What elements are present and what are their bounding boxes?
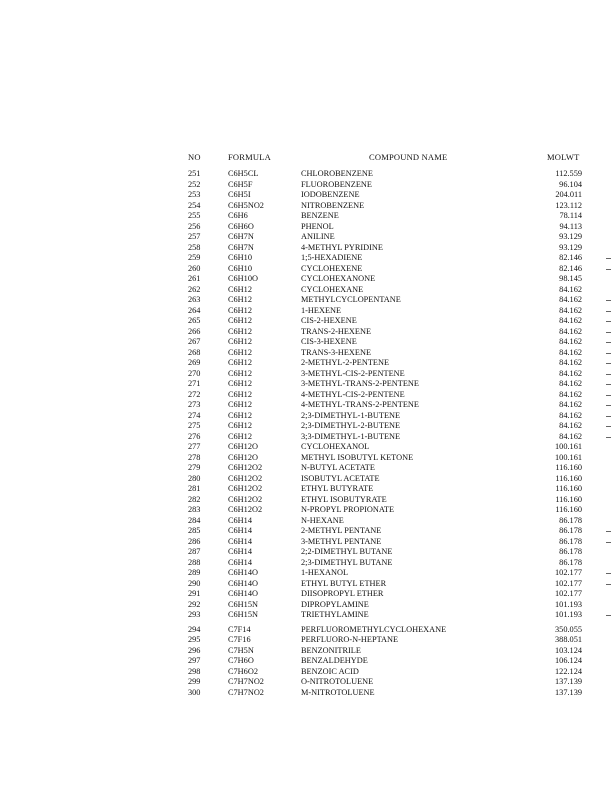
margin-tick-mark xyxy=(606,269,611,270)
cell-compound-name: PHENOL xyxy=(301,221,334,231)
cell-compound-name: 4-METHYL PYRIDINE xyxy=(301,242,383,252)
table-row xyxy=(0,547,612,558)
cell-no: 295 xyxy=(188,635,201,644)
table-row xyxy=(0,495,612,506)
margin-tick-mark xyxy=(606,332,611,333)
cell-compound-name: 2;3-DIMETHYL-2-BUTENE xyxy=(301,421,401,430)
cell-molwt: 350.055 xyxy=(555,624,582,634)
cell-compound-name: 1-HEXANOL xyxy=(301,568,349,577)
cell-molwt: 84.162 xyxy=(559,379,582,388)
margin-tick-mark xyxy=(606,321,611,322)
cell-formula: C6H14O xyxy=(228,568,258,577)
cell-compound-name: ETHYL ISOBUTYRATE xyxy=(301,494,387,504)
cell-compound-name: CYCLOHEXANE xyxy=(301,284,364,294)
cell-molwt: 102.177 xyxy=(555,568,582,577)
cell-molwt: 116.160 xyxy=(555,505,582,514)
cell-molwt: 84.162 xyxy=(559,326,582,336)
margin-tick-mark xyxy=(606,395,611,396)
cell-formula: C6H12 xyxy=(228,431,252,441)
cell-formula: C7F16 xyxy=(228,635,251,644)
cell-molwt: 82.146 xyxy=(559,263,582,273)
margin-tick-mark xyxy=(606,353,611,354)
cell-no: 286 xyxy=(188,536,201,546)
cell-no: 257 xyxy=(188,232,201,241)
cell-formula: C6H12 xyxy=(228,295,252,304)
cell-molwt: 96.104 xyxy=(559,179,582,189)
cell-molwt: 86.178 xyxy=(559,536,582,546)
cell-molwt: 84.162 xyxy=(559,295,582,304)
table-row xyxy=(0,358,612,369)
table-row xyxy=(0,180,612,191)
cell-no: 273 xyxy=(188,400,201,409)
cell-molwt: 78.114 xyxy=(559,211,582,220)
cell-molwt: 102.177 xyxy=(555,589,582,598)
cell-molwt: 116.160 xyxy=(555,473,582,483)
cell-formula: C6H10O xyxy=(228,274,258,283)
cell-no: 256 xyxy=(188,221,201,231)
cell-molwt: 82.146 xyxy=(559,253,582,262)
cell-compound-name: 2;2-DIMETHYL BUTANE xyxy=(301,547,393,556)
cell-no: 275 xyxy=(188,421,201,430)
table-row xyxy=(0,264,612,275)
cell-compound-name: PERFLUOROMETHYLCYCLOHEXANE xyxy=(301,624,447,634)
table-row xyxy=(0,646,612,657)
header-molwt: MOLWT xyxy=(547,152,580,162)
cell-compound-name: 2;3-DIMETHYL-1-BUTENE xyxy=(301,410,401,420)
cell-compound-name: ETHYL BUTYL ETHER xyxy=(301,578,387,588)
table-row xyxy=(0,656,612,667)
cell-formula: C6H12O2 xyxy=(228,473,263,483)
cell-formula: C6H5I xyxy=(228,190,251,199)
table-row xyxy=(0,474,612,485)
cell-compound-name: BENZENE xyxy=(301,211,339,220)
cell-molwt: 84.162 xyxy=(559,389,582,399)
cell-compound-name: 4-METHYL-CIS-2-PENTENE xyxy=(301,389,405,399)
cell-formula: C6H14 xyxy=(228,557,252,567)
cell-molwt: 122.124 xyxy=(555,666,582,676)
cell-formula: C6H14O xyxy=(228,589,258,598)
cell-compound-name: 1;5-HEXADIENE xyxy=(301,253,363,262)
cell-molwt: 84.162 xyxy=(559,347,582,357)
margin-tick-mark xyxy=(606,374,611,375)
cell-no: 252 xyxy=(188,179,201,189)
cell-formula: C6H12 xyxy=(228,368,252,378)
cell-no: 294 xyxy=(188,624,201,634)
cell-molwt: 93.129 xyxy=(559,232,582,241)
cell-molwt: 94.113 xyxy=(559,221,582,231)
cell-molwt: 84.162 xyxy=(559,305,582,315)
cell-formula: C6H12O2 xyxy=(228,494,263,504)
cell-compound-name: CHLOROBENZENE xyxy=(301,169,373,178)
table-row xyxy=(0,243,612,254)
cell-molwt: 84.162 xyxy=(559,410,582,420)
table-row xyxy=(0,558,612,569)
cell-formula: C6H7N xyxy=(228,242,254,252)
cell-compound-name: ISOBUTYL ACETATE xyxy=(301,473,380,483)
cell-no: 263 xyxy=(188,295,201,304)
cell-compound-name: N-PROPYL PROPIONATE xyxy=(301,505,395,514)
cell-formula: C6H12O xyxy=(228,442,258,451)
cell-no: 259 xyxy=(188,253,201,262)
cell-formula: C6H12 xyxy=(228,358,252,367)
table-row xyxy=(0,453,612,464)
cell-no: 261 xyxy=(188,274,201,283)
cell-no: 281 xyxy=(188,484,201,493)
cell-no: 258 xyxy=(188,242,201,252)
cell-no: 277 xyxy=(188,442,201,451)
table-row xyxy=(0,232,612,243)
cell-formula: C6H15N xyxy=(228,599,258,609)
table-row xyxy=(0,600,612,611)
cell-molwt: 116.160 xyxy=(555,494,582,504)
table-row xyxy=(0,568,612,579)
cell-formula: C6H14 xyxy=(228,526,252,535)
cell-molwt: 100.161 xyxy=(555,442,582,451)
cell-compound-name: CIS-2-HEXENE xyxy=(301,316,357,325)
cell-molwt: 86.178 xyxy=(559,526,582,535)
cell-molwt: 103.124 xyxy=(555,645,582,655)
table-row xyxy=(0,369,612,380)
cell-formula: C6H15N xyxy=(228,610,258,619)
table-row xyxy=(0,348,612,359)
cell-molwt: 116.160 xyxy=(555,484,582,493)
cell-formula: C6H10 xyxy=(228,263,252,273)
cell-compound-name: METHYL ISOBUTYL KETONE xyxy=(301,452,414,462)
header-no: NO xyxy=(188,152,201,162)
table-row xyxy=(0,285,612,296)
cell-formula: C6H5CL xyxy=(228,169,259,178)
cell-molwt: 84.162 xyxy=(559,368,582,378)
cell-no: 262 xyxy=(188,284,201,294)
margin-tick-mark xyxy=(606,416,611,417)
cell-compound-name: 3-METHYL PENTANE xyxy=(301,536,382,546)
cell-no: 267 xyxy=(188,337,201,346)
cell-no: 278 xyxy=(188,452,201,462)
table-row xyxy=(0,400,612,411)
cell-compound-name: 1-HEXENE xyxy=(301,305,342,315)
table-row xyxy=(0,625,612,636)
cell-no: 274 xyxy=(188,410,201,420)
cell-formula: C7H7NO2 xyxy=(228,677,264,686)
cell-no: 292 xyxy=(188,599,201,609)
table-row xyxy=(0,610,612,621)
cell-formula: C6H6 xyxy=(228,211,248,220)
cell-formula: C6H6O xyxy=(228,221,254,231)
cell-molwt: 106.124 xyxy=(555,656,582,665)
cell-formula: C6H12 xyxy=(228,421,252,430)
cell-molwt: 101.193 xyxy=(555,599,582,609)
table-row xyxy=(0,169,612,180)
cell-no: 288 xyxy=(188,557,201,567)
table-row xyxy=(0,190,612,201)
cell-no: 266 xyxy=(188,326,201,336)
cell-formula: C6H14 xyxy=(228,536,252,546)
cell-compound-name: N-HEXANE xyxy=(301,515,344,525)
cell-no: 293 xyxy=(188,610,201,619)
cell-formula: C6H12 xyxy=(228,316,252,325)
cell-compound-name: M-NITROTOLUENE xyxy=(301,687,375,697)
cell-molwt: 137.139 xyxy=(555,687,582,697)
margin-tick-mark xyxy=(606,584,611,585)
cell-molwt: 84.162 xyxy=(559,400,582,409)
margin-tick-mark xyxy=(606,426,611,427)
cell-formula: C6H12O2 xyxy=(228,463,263,472)
table-row xyxy=(0,295,612,306)
cell-no: 280 xyxy=(188,473,201,483)
cell-compound-name: CYCLOHEXENE xyxy=(301,263,363,273)
cell-compound-name: 2-METHYL-2-PENTENE xyxy=(301,358,390,367)
cell-formula: C6H12O2 xyxy=(228,484,263,493)
table-row xyxy=(0,432,612,443)
cell-no: 279 xyxy=(188,463,201,472)
cell-compound-name: DIISOPROPYL ETHER xyxy=(301,589,384,598)
cell-compound-name: ETHYL BUTYRATE xyxy=(301,484,374,493)
cell-formula: C6H12 xyxy=(228,347,252,357)
cell-molwt: 84.162 xyxy=(559,358,582,367)
table-row xyxy=(0,337,612,348)
cell-formula: C7H5N xyxy=(228,645,254,655)
margin-tick-mark xyxy=(606,542,611,543)
table-row xyxy=(0,253,612,264)
cell-formula: C6H10 xyxy=(228,253,252,262)
cell-molwt: 98.145 xyxy=(559,274,582,283)
cell-molwt: 101.193 xyxy=(555,610,582,619)
cell-no: 255 xyxy=(188,211,201,220)
cell-no: 271 xyxy=(188,379,201,388)
cell-compound-name: TRIETHYLAMINE xyxy=(301,610,369,619)
cell-no: 283 xyxy=(188,505,201,514)
cell-compound-name: METHYLCYCLOPENTANE xyxy=(301,295,401,304)
cell-formula: C7H7NO2 xyxy=(228,687,264,697)
cell-molwt: 388.051 xyxy=(555,635,582,644)
table-row xyxy=(0,306,612,317)
margin-tick-mark xyxy=(606,437,611,438)
table-row xyxy=(0,516,612,527)
table-row xyxy=(0,677,612,688)
cell-molwt: 204.011 xyxy=(555,190,582,199)
cell-no: 265 xyxy=(188,316,201,325)
cell-molwt: 116.160 xyxy=(555,463,582,472)
table-row xyxy=(0,463,612,474)
cell-compound-name: BENZALDEHYDE xyxy=(301,656,368,665)
cell-formula: C6H12O xyxy=(228,452,258,462)
cell-molwt: 84.162 xyxy=(559,337,582,346)
cell-no: 282 xyxy=(188,494,201,504)
cell-no: 268 xyxy=(188,347,201,357)
margin-tick-mark xyxy=(606,615,611,616)
margin-tick-mark xyxy=(606,405,611,406)
table-row xyxy=(0,635,612,646)
cell-formula: C6H12 xyxy=(228,305,252,315)
cell-no: 254 xyxy=(188,200,201,210)
header-formula: FORMULA xyxy=(228,152,271,162)
cell-no: 276 xyxy=(188,431,201,441)
table-row xyxy=(0,505,612,516)
cell-no: 272 xyxy=(188,389,201,399)
cell-formula: C6H5NO2 xyxy=(228,200,264,210)
cell-molwt: 137.139 xyxy=(555,677,582,686)
table-row xyxy=(0,537,612,548)
table-row xyxy=(0,589,612,600)
cell-compound-name: O-NITROTOLUENE xyxy=(301,677,374,686)
cell-molwt: 112.559 xyxy=(555,169,582,178)
cell-compound-name: DIPROPYLAMINE xyxy=(301,599,369,609)
table-row xyxy=(0,442,612,453)
cell-no: 270 xyxy=(188,368,201,378)
cell-compound-name: 3-METHYL-TRANS-2-PENTENE xyxy=(301,379,419,388)
cell-molwt: 86.178 xyxy=(559,547,582,556)
cell-no: 299 xyxy=(188,677,201,686)
cell-molwt: 84.162 xyxy=(559,421,582,430)
header-compound-name: COMPOUND NAME xyxy=(369,152,448,162)
cell-formula: C6H14 xyxy=(228,515,252,525)
cell-no: 296 xyxy=(188,645,201,655)
cell-molwt: 123.112 xyxy=(555,200,582,210)
cell-compound-name: PERFLUORO-N-HEPTANE xyxy=(301,635,399,644)
cell-molwt: 84.162 xyxy=(559,284,582,294)
cell-formula: C7H6O xyxy=(228,656,254,665)
cell-no: 253 xyxy=(188,190,201,199)
margin-tick-mark xyxy=(606,258,611,259)
cell-formula: C6H12 xyxy=(228,379,252,388)
cell-compound-name: BENZOIC ACID xyxy=(301,666,359,676)
margin-tick-mark xyxy=(606,300,611,301)
cell-formula: C6H5F xyxy=(228,179,253,189)
cell-formula: C6H12 xyxy=(228,389,252,399)
cell-formula: C7H6O2 xyxy=(228,666,258,676)
cell-compound-name: CYCLOHEXANONE xyxy=(301,274,376,283)
cell-no: 284 xyxy=(188,515,201,525)
margin-tick-mark xyxy=(606,573,611,574)
cell-no: 269 xyxy=(188,358,201,367)
margin-tick-mark xyxy=(606,342,611,343)
cell-no: 298 xyxy=(188,666,201,676)
cell-molwt: 84.162 xyxy=(559,316,582,325)
cell-formula: C6H7N xyxy=(228,232,254,241)
cell-no: 289 xyxy=(188,568,201,577)
cell-compound-name: ANILINE xyxy=(301,232,335,241)
cell-no: 260 xyxy=(188,263,201,273)
cell-compound-name: FLUOROBENZENE xyxy=(301,179,372,189)
table-row xyxy=(0,316,612,327)
cell-compound-name: CYCLOHEXANOL xyxy=(301,442,370,451)
cell-formula: C6H12 xyxy=(228,410,252,420)
table-row xyxy=(0,579,612,590)
table-row xyxy=(0,688,612,699)
cell-compound-name: 2-METHYL PENTANE xyxy=(301,526,382,535)
cell-compound-name: CIS-3-HEXENE xyxy=(301,337,357,346)
cell-no: 285 xyxy=(188,526,201,535)
cell-molwt: 100.161 xyxy=(555,452,582,462)
cell-formula: C6H12O2 xyxy=(228,505,263,514)
margin-tick-mark xyxy=(606,311,611,312)
table-row xyxy=(0,327,612,338)
cell-compound-name: 4-METHYL-TRANS-2-PENTENE xyxy=(301,400,419,409)
table-row xyxy=(0,390,612,401)
margin-tick-mark xyxy=(606,531,611,532)
cell-no: 290 xyxy=(188,578,201,588)
cell-molwt: 86.178 xyxy=(559,557,582,567)
cell-molwt: 102.177 xyxy=(555,578,582,588)
cell-formula: C6H12 xyxy=(228,337,252,346)
cell-molwt: 93.129 xyxy=(559,242,582,252)
cell-formula: C6H14O xyxy=(228,578,258,588)
cell-no: 251 xyxy=(188,169,201,178)
cell-formula: C6H12 xyxy=(228,284,252,294)
table-row xyxy=(0,421,612,432)
table-row xyxy=(0,411,612,422)
cell-compound-name: TRANS-3-HEXENE xyxy=(301,347,372,357)
cell-no: 287 xyxy=(188,547,201,556)
cell-compound-name: 3-METHYL-CIS-2-PENTENE xyxy=(301,368,405,378)
cell-compound-name: 3;3-DIMETHYL-1-BUTENE xyxy=(301,431,401,441)
cell-compound-name: TRANS-2-HEXENE xyxy=(301,326,372,336)
cell-no: 264 xyxy=(188,305,201,315)
table-row xyxy=(0,379,612,390)
cell-molwt: 86.178 xyxy=(559,515,582,525)
cell-compound-name: 2;3-DIMETHYL BUTANE xyxy=(301,557,393,567)
table-row xyxy=(0,274,612,285)
table-row xyxy=(0,526,612,537)
cell-formula: C7F14 xyxy=(228,624,251,634)
cell-compound-name: NITROBENZENE xyxy=(301,200,365,210)
cell-compound-name: BENZONITRILE xyxy=(301,645,361,655)
table-row xyxy=(0,222,612,233)
cell-compound-name: N-BUTYL ACETATE xyxy=(301,463,375,472)
margin-tick-mark xyxy=(606,384,611,385)
margin-tick-mark xyxy=(606,363,611,364)
table-row xyxy=(0,201,612,212)
cell-no: 291 xyxy=(188,589,201,598)
cell-no: 300 xyxy=(188,687,201,697)
cell-compound-name: IODOBENZENE xyxy=(301,190,360,199)
cell-formula: C6H14 xyxy=(228,547,252,556)
cell-molwt: 84.162 xyxy=(559,431,582,441)
table-row xyxy=(0,667,612,678)
table-row xyxy=(0,484,612,495)
table-row xyxy=(0,211,612,222)
cell-formula: C6H12 xyxy=(228,400,252,409)
cell-formula: C6H12 xyxy=(228,326,252,336)
cell-no: 297 xyxy=(188,656,201,665)
